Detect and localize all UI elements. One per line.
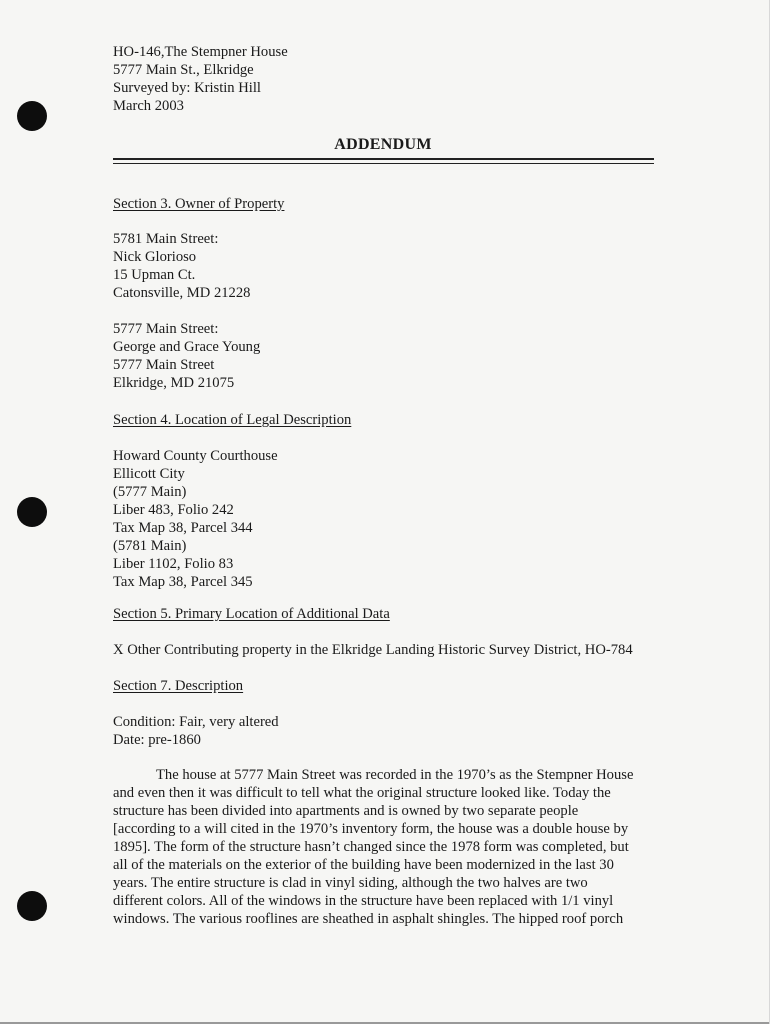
- binder-hole-middle: [17, 497, 47, 527]
- section-3: [113, 195, 658, 213]
- header-line: Surveyed by: Kristin Hill: [113, 80, 261, 96]
- legal-line: (5777 Main): [113, 484, 187, 500]
- paragraph-line: The house at 5777 Main Street was recorded in the 1970’s as the Stempner House: [156, 767, 634, 783]
- section-4: [113, 411, 658, 429]
- paragraph-line: different colors. All of the windows in the structure have been replaced with 1/1 vinyl: [113, 893, 614, 909]
- header-line: HO-146,The Stempner House: [113, 44, 288, 60]
- address-line: George and Grace Young: [113, 339, 261, 355]
- header-line: March 2003: [113, 98, 184, 114]
- title-double-rule: [113, 158, 654, 164]
- date-line: Date: pre-1860: [113, 732, 201, 748]
- legal-line: Tax Map 38, Parcel 345: [113, 574, 253, 590]
- address-line: Catonsville, MD 21228: [113, 285, 251, 301]
- legal-line: (5781 Main): [113, 538, 187, 554]
- legal-line: Howard County Courthouse: [113, 448, 278, 464]
- address-line: 15 Upman Ct.: [113, 267, 196, 283]
- legal-line: Liber 483, Folio 242: [113, 502, 234, 518]
- paragraph-line: and even then it was difficult to tell what the original structure looked like. Today the: [113, 785, 611, 801]
- address-line: 5777 Main Street: [113, 357, 215, 373]
- paragraph-line: structure has been divided into apartments and is owned by two separate people: [113, 803, 579, 819]
- paragraph-line: [according to a will cited in the 1970’s inventory form, the house was a double house by: [113, 821, 629, 837]
- section-7-heading: Section 7. Description: [113, 678, 244, 694]
- paragraph-line: 1895]. The form of the structure hasn’t changed since the 1978 form was completed, but: [113, 839, 629, 855]
- legal-line: Liber 1102, Folio 83: [113, 556, 234, 572]
- header-line: 5777 Main St., Elkridge: [113, 62, 254, 78]
- section-3-heading: Section 3. Owner of Property: [113, 196, 285, 212]
- condition-line: Condition: Fair, very altered: [113, 714, 279, 730]
- description-paragraph: [113, 766, 653, 928]
- section-5-heading: Section 5. Primary Location of Additional Data: [113, 606, 390, 622]
- address-line: 5781 Main Street:: [113, 231, 219, 247]
- document-title: ADDENDUM: [334, 136, 432, 153]
- section-5-body: [113, 641, 658, 659]
- additional-data-line: X Other Contributing property in the Elkridge Landing Historic Survey District, HO-784: [113, 642, 633, 658]
- legal-line: Ellicott City: [113, 466, 185, 482]
- legal-description: [113, 447, 658, 591]
- owner-1-address: [113, 230, 658, 302]
- document-header: [113, 43, 658, 115]
- binder-hole-top: [17, 101, 47, 131]
- section-7-meta: [113, 713, 658, 749]
- paragraph-line: years. The entire structure is clad in vinyl siding, although the two halves are two: [113, 875, 588, 891]
- legal-line: Tax Map 38, Parcel 344: [113, 520, 253, 536]
- section-7: [113, 677, 658, 695]
- paragraph-line: windows. The various rooflines are sheathed in asphalt shingles. The hipped roof porch: [113, 911, 624, 927]
- address-line: Nick Glorioso: [113, 249, 197, 265]
- address-line: 5777 Main Street:: [113, 321, 219, 337]
- paragraph-line: all of the materials on the exterior of the building have been modernized in the last 30: [113, 857, 614, 873]
- binder-hole-bottom: [17, 891, 47, 921]
- section-5: [113, 605, 658, 623]
- owner-2-address: [113, 320, 658, 392]
- address-line: Elkridge, MD 21075: [113, 375, 235, 391]
- section-4-heading: Section 4. Location of Legal Description: [113, 412, 352, 428]
